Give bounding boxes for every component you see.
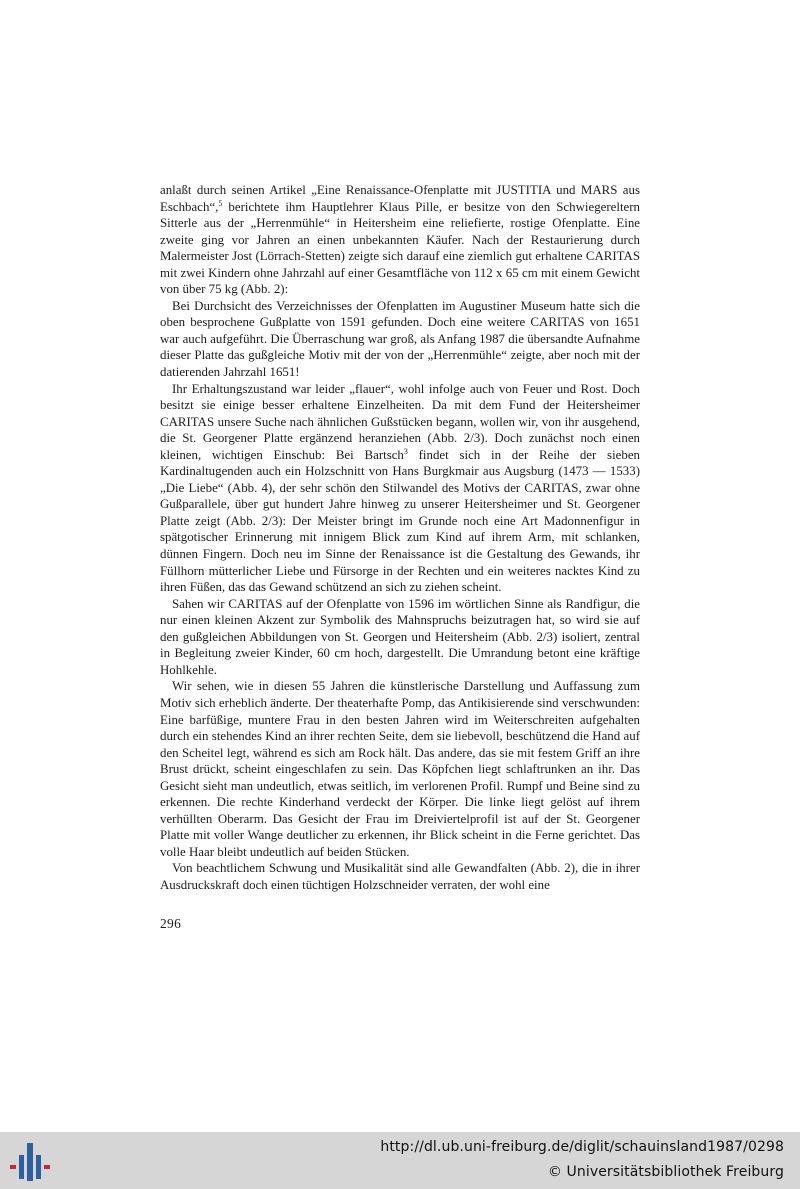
copyright-notice: © Universitätsbibliothek Freiburg [547,1164,784,1180]
logo-red-left-mark [10,1165,16,1169]
paragraph [160,182,640,298]
paragraph [160,678,640,860]
footnote-marker: 3 [403,446,408,456]
paragraph [160,860,640,893]
paragraph-text: Wir sehen, wie in diesen 55 Jahren die künstlerische Darstellung und Auffassung zum Motiv sich erheblich änderte. Der theaterhafte Pomp, das Antikisierende sind verschwunden: Eine barfüßige, muntere Frau in den besten Jahren wird im Weiterschreiten aufgehalten durch ein stehendes Kind an ihrer rechten Seite, dem sie liebevoll, beschützend die Hand auf den Scheitel legt, während es sich am Rock hält. Das andere, das sie mit festem Griff an ihre Brust drückt, scheint eingeschlafen zu sein. Das Köpfchen liegt schlaftrunken an ihr. Das Gesicht sieht man undeutlich, etwas seitlich, im verlorenen Profil. Rumpf und Beine sind zu erkennen. Die rechte Kinderhand verdeckt der Körper. Die linke liegt gelöst auf ihrem verhüllten Oberarm. Das Gesicht der Frau im Dreiviertelprofil ist auf der St. Georgener Platte mit voller Wange deutlicher zu erkennen, ihr Blick scheint in die Ferne gerichtet. Das volle Haar bleibt undeutlich auf beiden Stücken. [160,679,640,859]
paragraph-text: berichtete ihm Hauptlehrer Klaus Pille, er besitze von den Schwiegereltern Sitterle aus der „Herrenmühle“ in Heitersheim eine reliefierte, rostige Ofenplatte. Eine zweite ging vor Jahren an einen unbekannten Käufer. Nach der Restaurierung durch Malermeister Jost (Lörrach-Stetten) zeigte sich darauf eine ziemlich gut erhaltene CARITAS mit zwei Kindern ohne Jahrzahl auf einer Gesamtfläche von 112 x 65 cm mit einem Gewicht von über 75 kg (Abb. 2): [160,199,640,297]
logo-blue-bar-center [27,1143,33,1181]
paragraph-text: anlaßt durch seinen Artikel „Eine Renaissance-Ofenplatte mit JUSTITIA und MARS aus Eschbach“, [160,183,640,214]
logo-red-right-mark [44,1165,50,1169]
paragraph-text: Von beachtlichem Schwung und Musikalität sind alle Gewandfalten (Abb. 2), die in ihrer Ausdruckskraft doch einen tüchtigen Holzschneider verraten, der wohl eine [160,861,640,892]
paragraph [160,298,640,381]
paragraph-text: Sahen wir CARITAS auf der Ofenplatte von 1596 im wörtlichen Sinne als Randfigur, die nur einen kleinen Akzent zur Symbolik des Mahnspruchs beizutragen hat, so wird sie auf den gußgleichen Abbildungen von St. Georgen und Heitersheim (Abb. 2/3) isoliert, zentral in Begleitung zweier Kinder, 60 cm hoch, dargestellt. Die Umrandung betont eine kräftige Hohlkehle. [160,596,640,677]
page-number: 296 [160,916,182,931]
paragraph [160,596,640,679]
ub-freiburg-logo-icon [8,1141,52,1183]
logo-blue-bar-left [19,1155,24,1179]
logo-blue-bar-right [36,1155,41,1179]
permalink-url[interactable]: http://dl.ub.uni-freiburg.de/diglit/schauinsland1987/0298 [380,1139,784,1155]
paragraph-text: Bei Durchsicht des Verzeichnisses der Ofenplatten im Augustiner Museum hatte sich die oben besprochene Gußplatte von 1591 gefunden. Doch eine weitere CARITAS von 1651 war auch aufgeführt. Die Überraschung war groß, als Anfang 1987 die übersandte Aufnahme dieser Platte das gußgleiche Motiv mit der von der „Herrenmühle“ zeigte, aber noch mit der datierenden Jahrzahl 1651! [160,298,640,380]
paragraph-text: findet sich in der Reihe der sieben Kardinaltugenden auch ein Holzschnitt von Hans Burgkmair aus Augsburg (1473 — 1533) „Die Liebe“ (Abb. 4), der sehr schön den Stilwandel des Motivs der CARITAS, zwar ohne Gußparallele, über gut hundert Jahre hinweg zu unserer Heitersheimer und St. Georgener Platte zeigt (Abb. 2/3): Der Meister bringt im Grunde noch eine Art Madonnenfigur in spätgotischer Erinnerung mit innigem Blick zum Kind auf ihrem Arm, mit schlanken, dünnen Fingern. Doch neu im Sinne der Renaissance ist die Gestaltung des Gewands, ihr Füllhorn mütterlicher Liebe und Fürsorge in der Rechten und ein weiteres nacktes Kind zu ihren Füßen, das das Gewand schützend an sich zu ziehen scheint. [160,447,640,595]
body-text [160,182,640,894]
footnote-marker: 5 [218,198,223,208]
paragraph [160,381,640,596]
viewer-footer [0,1132,800,1189]
paragraph-text: Ihr Erhaltungszustand war leider „flauer“, wohl infolge auch von Feuer und Rost. Doch besitzt sie einige besser erhaltene Einzelheiten. Da mit dem Fund der Heitersheimer CARITAS unsere Suche nach ähnlichen Gußstücken begann, wollen wir, von ihr ausgehend, die St. Georgener Platte ergänzend heranziehen (Abb. 2/3). Doch zunächst noch einen kleinen, wichtigen Einschub: Bei Bartsch [160,381,640,462]
